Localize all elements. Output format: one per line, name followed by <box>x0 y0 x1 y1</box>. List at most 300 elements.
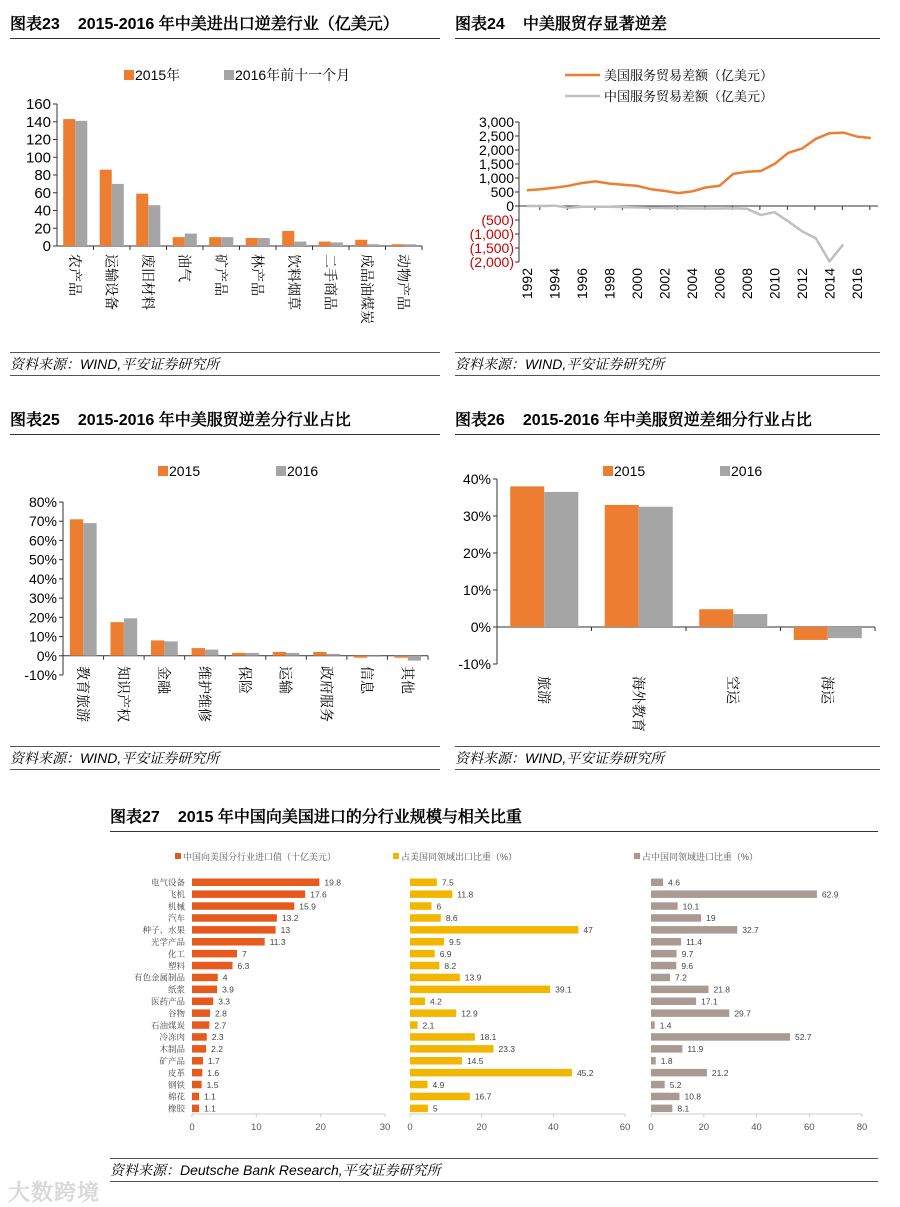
c25-y-tick-label: 60% <box>28 532 57 549</box>
c27-bar <box>651 986 708 994</box>
p23-num: 图表23 <box>10 16 60 33</box>
c23-y-tick-label: 60 <box>34 184 51 202</box>
c27-category-label: 医药产品 <box>150 996 185 1007</box>
c27-x-tick-label: 10 <box>251 1122 262 1133</box>
c24-x-tick-label: 2006 <box>711 268 728 300</box>
c27-value-label: 29.7 <box>734 1008 751 1019</box>
c23-legend-label: 2015年 <box>135 67 181 83</box>
c27-value-label: 8.2 <box>444 960 457 971</box>
c27-bar <box>192 1033 207 1041</box>
c25-category-label: 维护维修 <box>196 666 213 722</box>
c26-bar <box>699 609 733 627</box>
c26-y-tick-label: 10% <box>462 582 491 598</box>
c26-y-tick-label: 0% <box>470 619 491 635</box>
c25-bar <box>192 648 205 656</box>
c23-category-label: 林产品 <box>249 254 266 296</box>
c27-value-label: 11.8 <box>457 889 474 900</box>
c27-bar <box>410 1057 462 1065</box>
c27-value-label: 1.1 <box>204 1091 216 1102</box>
c27-bar <box>192 1021 209 1029</box>
c27-category-label: 机械 <box>167 901 185 912</box>
c27-bar <box>410 1009 456 1017</box>
c24-legend-label: 中国服务贸易差额（亿美元） <box>604 89 774 104</box>
c26-bar <box>510 486 544 627</box>
c24-x-tick-label: 1994 <box>546 268 563 300</box>
c27-legend-swatch <box>634 853 640 859</box>
p24-title <box>455 12 880 39</box>
c26-y-tick-label: 20% <box>462 545 491 561</box>
c27-legend-swatch <box>393 853 399 859</box>
c25-legend-swatch <box>158 466 168 476</box>
c23-bar <box>112 184 124 246</box>
c27-value-label: 10.1 <box>682 901 700 912</box>
c27-category-label: 皮革 <box>167 1067 185 1078</box>
c27-bar <box>651 998 696 1006</box>
c27-value-label: 1.1 <box>204 1103 216 1114</box>
c27-value-label: 47 <box>583 925 593 936</box>
c27-value-label: 8.1 <box>677 1103 690 1114</box>
c27-value-label: 62.9 <box>821 889 839 900</box>
c25-bar <box>70 519 83 655</box>
c26-category-label: 空运 <box>724 676 741 704</box>
c27-x-tick-label: 40 <box>751 1122 762 1133</box>
c27-value-label: 5.2 <box>669 1079 682 1090</box>
c27-value-label: 18.1 <box>479 1032 497 1043</box>
c27-x-tick-label: 0 <box>407 1122 413 1133</box>
p25-title <box>10 408 440 435</box>
c27-category-label: 谷物 <box>167 1008 185 1019</box>
c25-bar <box>394 656 407 658</box>
c27-bar <box>192 1045 206 1053</box>
c27-category-label: 种子、水果 <box>142 925 185 936</box>
c27-bar <box>192 890 305 898</box>
p24-title-text: 中美服贸存显著逆差 <box>522 16 667 33</box>
c23-category-label: 油气 <box>176 254 193 282</box>
c27-category-label: 棉花 <box>167 1091 185 1102</box>
p23-title <box>10 12 440 39</box>
c26-bar <box>794 627 828 640</box>
c27-bar <box>192 998 213 1006</box>
c24-x-tick-label: 2000 <box>629 268 645 300</box>
c27-bar <box>410 938 444 946</box>
c27-legend-label: 占美国同领域出口比重（%） <box>401 852 518 862</box>
c27-legend-swatch <box>175 853 181 859</box>
c27-value-label: 1.4 <box>659 1020 672 1031</box>
c27-category-label: 塑料 <box>167 960 185 971</box>
c27-bar <box>651 1045 682 1053</box>
c25-category-label: 保险 <box>237 666 254 694</box>
p27-title <box>110 805 878 832</box>
c27-bar <box>651 950 677 958</box>
c27-bar <box>192 962 233 970</box>
c23-bar <box>75 121 87 246</box>
c27-value-label: 7.5 <box>441 877 454 888</box>
c26-category-label: 海外教育 <box>630 676 647 732</box>
c27-x-tick-label: 60 <box>619 1122 631 1133</box>
c27-category-label: 纸浆 <box>167 984 185 995</box>
c25-y-tick-label: -10% <box>24 667 57 683</box>
c24-x-tick-label: 2012 <box>794 268 810 300</box>
c25-y-tick-label: 40% <box>28 570 57 587</box>
p25-num: 图表25 <box>10 412 60 429</box>
c27-value-label: 16.7 <box>474 1091 492 1102</box>
c27-bar <box>651 1069 707 1077</box>
c27-value-label: 5 <box>432 1103 438 1114</box>
c25-bar <box>151 640 164 655</box>
c25-legend-swatch <box>276 466 286 476</box>
p26-title <box>455 408 880 435</box>
c27-bar <box>192 914 277 922</box>
c26-bar <box>639 507 673 627</box>
p26-source: 资料来源：WIND,平安证券研究所 <box>455 746 880 770</box>
c27-bar <box>410 1081 428 1089</box>
c27-bar <box>192 986 217 994</box>
c25-bar <box>110 622 123 656</box>
c24-x-tick-label: 2002 <box>656 268 673 300</box>
c23-y-tick-label: 100 <box>25 149 51 167</box>
c27-category-label: 光学产品 <box>150 937 185 947</box>
c25-category-label: 其他 <box>399 666 416 694</box>
c27-category-label: 橡胶 <box>167 1103 185 1114</box>
c27-value-label: 11.9 <box>687 1044 704 1055</box>
c26-bar <box>828 627 862 638</box>
c27-bar <box>651 974 670 982</box>
c23-y-tick-label: 40 <box>34 202 51 220</box>
c27-x-tick-label: 40 <box>548 1122 559 1133</box>
c27-bar <box>410 1093 470 1101</box>
c27-bar <box>410 1033 475 1041</box>
p24-num: 图表24 <box>455 16 505 33</box>
p24-source: 资料来源：WIND,平安证券研究所 <box>455 352 880 376</box>
c27-category-label: 有色金属制品 <box>133 972 185 983</box>
c27-category-label: 化工 <box>167 948 185 959</box>
c27-bar <box>192 926 276 934</box>
c27-value-label: 19.8 <box>324 877 341 888</box>
c23-bar <box>392 244 404 246</box>
c27-bar <box>192 1057 203 1065</box>
p26-num: 图表26 <box>455 412 505 429</box>
c27-value-label: 13.9 <box>464 972 482 983</box>
c25-bar <box>232 653 245 656</box>
c27-value-label: 13.2 <box>281 913 299 924</box>
c24-y-tick-label: (1,500) <box>469 240 514 256</box>
c23-y-tick-label: 140 <box>25 113 51 131</box>
c26-category-label: 海运 <box>819 676 836 704</box>
c24-y-tick-label: 500 <box>490 184 514 200</box>
c25-category-label: 知识产权 <box>115 666 132 722</box>
c23-y-tick-label: 0 <box>42 238 51 255</box>
c24-x-tick-label: 1998 <box>601 268 618 300</box>
c23-bar <box>100 170 112 246</box>
c23-bar <box>63 119 75 246</box>
c23-bar <box>404 244 416 246</box>
c23-bar <box>282 231 294 246</box>
c27-value-label: 11.3 <box>269 937 286 947</box>
c25-category-label: 信息 <box>358 666 375 694</box>
c27-value-label: 4.6 <box>668 877 680 888</box>
c27-x-tick-label: 20 <box>698 1122 710 1133</box>
c27-bar <box>192 1093 199 1101</box>
c27-bar <box>651 879 663 887</box>
c23-bar <box>209 237 221 246</box>
c27-value-label: 17.6 <box>310 889 327 900</box>
c25-y-tick-label: 20% <box>28 609 57 626</box>
c27-bar <box>410 926 578 934</box>
c26-y-tick-label: 30% <box>462 508 491 524</box>
c27-value-label: 1.8 <box>660 1056 673 1066</box>
c26-legend-label: 2015 <box>614 463 646 479</box>
c27-bar <box>651 962 676 970</box>
c27-value-label: 6.9 <box>439 948 452 959</box>
c27-value-label: 17.1 <box>701 996 718 1007</box>
c27-bar <box>192 938 265 946</box>
c27-bar <box>651 1105 672 1113</box>
c27-x-tick-label: 30 <box>379 1122 391 1133</box>
c27-value-label: 13 <box>280 925 291 936</box>
c27-value-label: 8.6 <box>445 913 458 924</box>
c23-bar <box>294 242 306 246</box>
c27-bar <box>651 902 678 910</box>
c27-value-label: 9.7 <box>681 948 694 959</box>
p25-title-text: 2015-2016 年中美服贸逆差分行业占比 <box>77 412 351 429</box>
c27-x-tick-label: 20 <box>315 1122 326 1133</box>
c27-bar <box>410 986 550 994</box>
c27-x-tick-label: 60 <box>803 1122 815 1133</box>
c23-bar <box>185 234 197 246</box>
c24-y-tick-label: 2,500 <box>478 128 514 144</box>
c27-value-label: 21.8 <box>713 984 731 995</box>
c25-y-tick-label: 10% <box>28 628 57 645</box>
c27-bar <box>651 914 701 922</box>
c24-x-tick-label: 2004 <box>684 268 700 300</box>
c27-category-label: 钢铁 <box>167 1079 185 1090</box>
c23-category-label: 饮料烟草 <box>285 254 302 310</box>
c25-bar <box>205 650 218 656</box>
c27-value-label: 15.9 <box>299 901 316 912</box>
c27-value-label: 45.2 <box>576 1067 594 1078</box>
c24-y-tick-label: 1,000 <box>478 170 514 186</box>
c27-category-label: 冷冻肉 <box>159 1032 185 1043</box>
c24-x-tick-label: 2014 <box>821 268 838 300</box>
c27-value-label: 6 <box>436 901 442 912</box>
c23-y-tick-label: 160 <box>25 96 51 113</box>
c25-y-tick-label: 50% <box>28 551 57 568</box>
c24-y-tick-label: (500) <box>481 212 514 228</box>
c25-bar <box>367 656 380 657</box>
c26-legend-label: 2016 <box>731 463 763 479</box>
c27-bar <box>410 1105 428 1113</box>
c27-bar <box>192 950 237 958</box>
c25-category-label: 金融 <box>156 666 173 694</box>
c27-value-label: 1.5 <box>206 1079 219 1090</box>
c26-category-label: 旅游 <box>535 676 552 704</box>
c27-bar <box>651 1057 656 1065</box>
c25-bar <box>286 653 299 656</box>
c26-bar <box>733 614 767 627</box>
c27-value-label: 21.2 <box>711 1067 729 1078</box>
c23-bar <box>148 205 160 246</box>
c25-y-tick-label: 80% <box>28 494 57 510</box>
c27-bar <box>651 1021 655 1029</box>
c25-category-label: 政府服务 <box>318 666 335 722</box>
c27-value-label: 2.7 <box>214 1020 227 1031</box>
c27-value-label: 1.7 <box>207 1056 220 1066</box>
c26-bar <box>544 492 578 627</box>
c23-category-label: 运输设备 <box>103 254 120 310</box>
c24-x-tick-label: 1996 <box>574 268 590 300</box>
c27-bar <box>192 1009 210 1017</box>
c27-bar <box>410 1021 418 1029</box>
c24-x-tick-label: 1992 <box>519 268 535 300</box>
c27-bar <box>192 902 294 910</box>
c27-x-tick-label: 0 <box>648 1122 654 1133</box>
c27-x-tick-label: 80 <box>856 1122 868 1133</box>
c25-category-label: 教育旅游 <box>74 666 91 722</box>
c27-category-label: 木制品 <box>159 1044 185 1055</box>
c24-y-tick-label: 2,000 <box>478 142 514 158</box>
c27-category-label: 飞机 <box>167 889 185 900</box>
c24-y-tick-label: 1,500 <box>478 156 514 172</box>
c27-bar <box>651 890 817 898</box>
c27-legend-label: 占中国同领域进口比重（%） <box>642 852 759 862</box>
c24-x-tick-label: 2010 <box>766 268 783 300</box>
c23-bar <box>355 240 367 246</box>
c23-bar <box>246 238 258 246</box>
c27-bar <box>410 974 460 982</box>
c27-category-label: 汽车 <box>167 913 185 924</box>
c27-bar <box>651 1093 679 1101</box>
c27-value-label: 6.3 <box>237 960 250 971</box>
c26-legend-swatch <box>720 466 730 476</box>
c25-bar <box>246 653 259 656</box>
c24-x-tick-label: 2008 <box>739 268 755 300</box>
c23-bar <box>221 237 233 246</box>
c27-bar <box>410 962 439 970</box>
c27-category-label: 电气设备 <box>150 877 185 888</box>
c23-bar <box>136 194 148 246</box>
c27-bar <box>192 1069 202 1077</box>
c27-bar <box>192 879 319 887</box>
c27-bar <box>410 950 435 958</box>
c27-value-label: 2.3 <box>211 1032 224 1043</box>
c25-bar <box>83 523 96 656</box>
c27-value-label: 4 <box>222 972 228 983</box>
c27-value-label: 7.2 <box>674 972 687 983</box>
c27-bar <box>410 902 432 910</box>
c27-value-label: 2.1 <box>422 1020 435 1031</box>
c27-x-tick-label: 20 <box>476 1122 487 1133</box>
c27-value-label: 9.5 <box>449 937 461 947</box>
c25-y-tick-label: 0% <box>36 647 57 664</box>
c27-legend-label: 中国向美国分行业进口值（十亿美元） <box>183 852 337 862</box>
c23-bar <box>319 242 331 246</box>
c23-bar <box>367 244 379 246</box>
c25-bar <box>408 656 421 661</box>
c27-category-label: 矿产品 <box>159 1056 185 1066</box>
c27-value-label: 19 <box>706 913 716 924</box>
c27-value-label: 7 <box>242 948 247 959</box>
c27-value-label: 9.6 <box>681 960 694 971</box>
c25-bar <box>164 641 177 655</box>
c27-value-label: 11.4 <box>686 937 702 947</box>
c27-bar <box>651 1081 665 1089</box>
p23-title-text: 2015-2016 年中美进出口逆差行业（亿美元） <box>77 16 399 33</box>
c27-value-label: 23.3 <box>498 1044 516 1055</box>
c25-bar <box>354 656 367 658</box>
c23-bar <box>331 242 343 246</box>
c23-legend-swatch <box>224 70 234 80</box>
c23-category-label: 二手商品 <box>322 254 339 310</box>
p23-source: 资料来源：WIND,平安证券研究所 <box>10 352 440 376</box>
c27-bar <box>192 1105 199 1113</box>
c25-category-label: 运输 <box>277 666 294 694</box>
c23-y-tick-label: 120 <box>25 131 51 149</box>
c25-legend-label: 2016 <box>287 463 319 479</box>
c24-china-line <box>527 206 843 262</box>
c27-value-label: 12.9 <box>461 1008 478 1019</box>
c23-category-label: 农产品 <box>66 254 83 296</box>
c26-legend-swatch <box>603 466 613 476</box>
c27-value-label: 39.1 <box>555 984 572 995</box>
c23-bar <box>258 238 270 246</box>
c27-bar <box>192 1081 202 1089</box>
c27-x-tick-label: 0 <box>189 1122 195 1133</box>
c27-category-label: 石油煤炭 <box>150 1020 185 1031</box>
p27-num: 图表27 <box>110 809 160 826</box>
c24-y-tick-label: (1,000) <box>469 226 514 242</box>
c27-value-label: 52.7 <box>794 1032 812 1043</box>
c27-bar <box>410 1045 493 1053</box>
c27-value-label: 4.9 <box>432 1079 445 1090</box>
c24-us-line <box>527 133 871 194</box>
p27-title-text: 2015 年中国向美国进口的分行业规模与相关比重 <box>177 809 522 826</box>
c23-y-tick-label: 80 <box>34 167 51 184</box>
c23-legend-swatch <box>124 70 134 80</box>
c24-legend-label: 美国服务贸易差额（亿美元） <box>604 68 774 83</box>
c27-value-label: 32.7 <box>742 925 759 936</box>
watermark-logo: 大数跨境 <box>8 1180 101 1205</box>
c27-value-label: 1.6 <box>207 1067 220 1078</box>
c27-value-label: 14.5 <box>466 1056 484 1066</box>
p26-title-text: 2015-2016 年中美服贸逆差细分行业占比 <box>522 412 812 429</box>
c27-value-label: 2.2 <box>211 1044 223 1055</box>
c24-y-tick-label: (2,000) <box>469 254 514 270</box>
c25-legend-label: 2015 <box>169 463 201 479</box>
c23-legend-label: 2016年前十一个月 <box>235 67 351 83</box>
c27-bar <box>410 914 441 922</box>
c27-value-label: 10.8 <box>684 1091 702 1102</box>
c23-category-label: 矿产品 <box>212 254 229 296</box>
c27-bar <box>651 926 737 934</box>
c27-bar <box>192 974 218 982</box>
c24-x-tick-label: 2016 <box>849 268 865 300</box>
c25-y-tick-label: 30% <box>28 590 57 607</box>
c25-y-tick-label: 70% <box>28 513 57 530</box>
c27-bar <box>651 1009 729 1017</box>
p25-source: 资料来源：WIND,平安证券研究所 <box>10 746 440 770</box>
c23-category-label: 成品油煤炭 <box>358 254 375 324</box>
c24-y-tick-label: 0 <box>506 198 514 214</box>
c23-category-label: 废旧材料 <box>139 254 156 310</box>
c25-bar <box>273 652 286 656</box>
c23-bar <box>173 237 185 246</box>
c27-value-label: 4.2 <box>430 996 442 1007</box>
c23-category-label: 动物产品 <box>395 254 412 310</box>
c26-bar <box>605 505 639 627</box>
c27-bar <box>410 1069 572 1077</box>
c23-y-tick-label: 20 <box>34 220 51 238</box>
p27-source: 资料来源：Deutsche Bank Research,平安证券研究所 <box>110 1158 878 1182</box>
